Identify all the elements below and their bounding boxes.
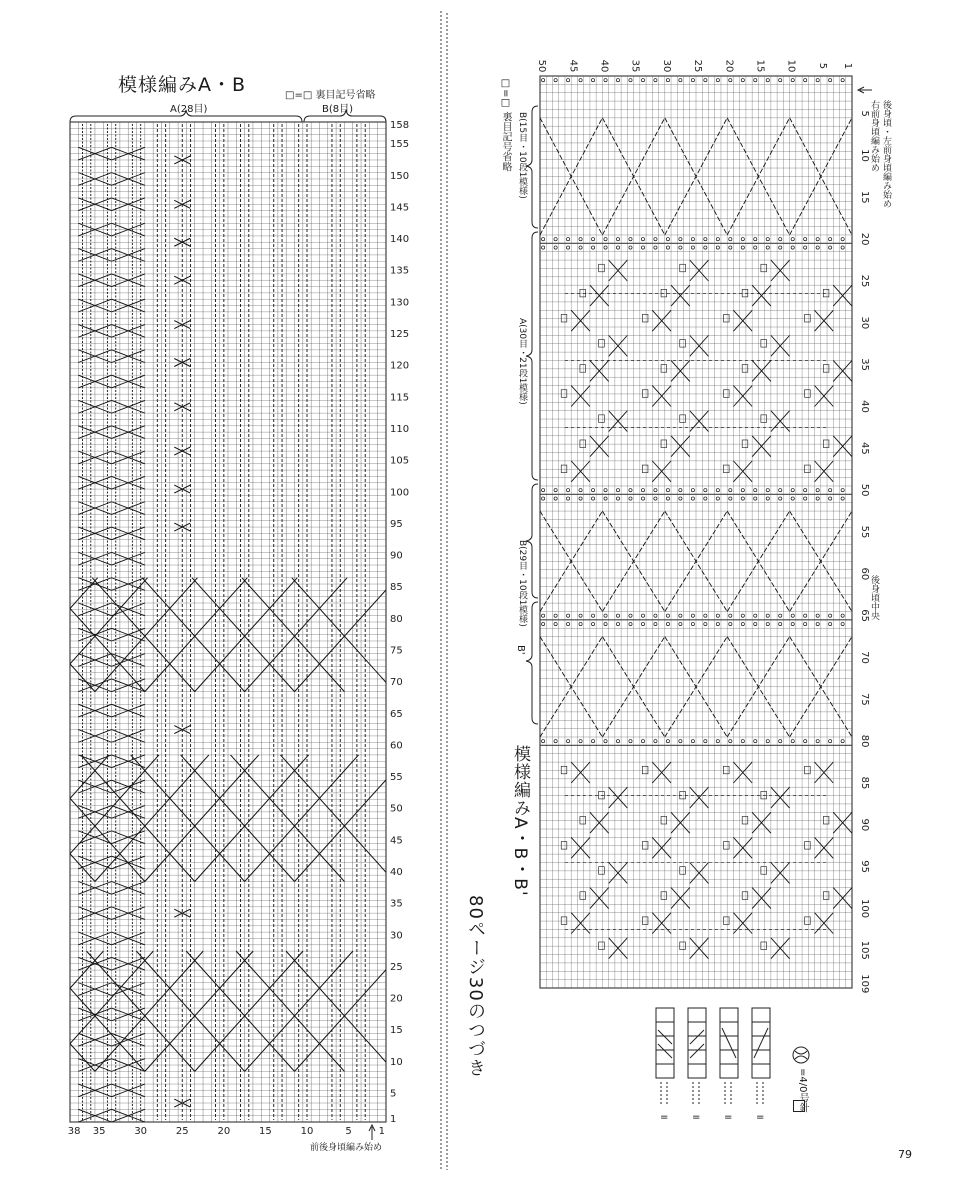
right-side-number: 95 <box>859 860 870 874</box>
right-side-number: 45 <box>859 441 870 455</box>
left-row-label: 70 <box>390 677 403 689</box>
svg-text:=: = <box>756 1112 765 1123</box>
left-row-label: 145 <box>390 202 410 214</box>
right-note-start: 右前身頃編み始め <box>869 100 879 172</box>
left-col-label: 25 <box>175 1126 189 1137</box>
right-top-number: 30 <box>660 59 672 73</box>
left-row-label: 110 <box>390 423 410 435</box>
right-side-number: 70 <box>859 651 870 664</box>
left-row-label: 85 <box>390 582 403 594</box>
legend-symbol-1 <box>656 1008 674 1123</box>
left-section-a-label: A(28目) <box>170 104 208 115</box>
right-side-number: 60 <box>859 567 870 581</box>
right-chart-title: 模様編みA・B・B' <box>510 745 530 897</box>
legend-symbol-4 <box>752 1008 770 1123</box>
svg-text:=: = <box>660 1112 669 1123</box>
left-row-label: 140 <box>390 234 410 246</box>
left-row-label: 50 <box>390 803 403 815</box>
symbol-legend <box>640 1000 800 1140</box>
left-row-label: 75 <box>390 645 403 657</box>
left-row-label: 105 <box>390 455 410 467</box>
right-side-numbers <box>859 110 870 993</box>
right-side-number: 90 <box>859 818 870 832</box>
right-side-number: 80 <box>859 734 870 748</box>
right-side-number: 65 <box>859 609 870 623</box>
right-top-number: 10 <box>785 59 797 73</box>
right-side-number: 85 <box>859 776 870 790</box>
right-top-number: 25 <box>692 59 704 73</box>
left-row-label: 65 <box>390 708 403 720</box>
left-row-label: 45 <box>390 835 403 847</box>
left-col-label: 38 <box>67 1126 81 1137</box>
right-side-number: 15 <box>859 190 870 204</box>
left-col-label: 1 <box>378 1126 386 1137</box>
left-row-label: 150 <box>390 170 410 182</box>
right-side-number: 50 <box>859 483 870 497</box>
left-row-label: 155 <box>390 139 410 151</box>
left-row-label: 25 <box>390 961 403 973</box>
right-top-number: 1 <box>841 62 853 70</box>
left-row-label: 100 <box>390 487 410 499</box>
right-side-number: 20 <box>859 232 870 246</box>
left-row-label: 30 <box>390 930 403 942</box>
right-section-b-prime: B' <box>515 645 526 655</box>
left-row-label: 60 <box>390 740 403 752</box>
right-side-number: 100 <box>859 898 870 919</box>
right-side-number: 30 <box>859 316 870 330</box>
needle-note: =4/0号針 <box>797 1068 808 1113</box>
right-side-number: 25 <box>859 274 870 288</box>
left-row-label: 35 <box>390 898 403 910</box>
right-section-b-mid: B(29目・10段1模様) <box>517 540 527 627</box>
left-col-label: 15 <box>259 1126 272 1137</box>
left-row-label: 90 <box>390 550 403 562</box>
right-section-b-top: B(15目・10段1模様) <box>517 112 527 199</box>
right-top-numbers <box>536 60 853 73</box>
left-chart-title: 模様編みA・B <box>118 74 247 96</box>
right-note-center: 後身頃中央 <box>869 575 879 620</box>
left-row-label: 130 <box>390 297 410 309</box>
left-chart-legend: □=□ 裏目記号省略 <box>285 90 376 101</box>
right-side-number: 105 <box>859 940 870 960</box>
svg-text:=: = <box>692 1112 701 1123</box>
right-side-number: 109 <box>859 974 870 994</box>
right-top-number: 45 <box>567 59 579 73</box>
left-section-b-label: B(8目) <box>322 104 354 115</box>
right-side-number: 35 <box>859 358 870 372</box>
center-caption: 80ページ30のつづき <box>465 895 486 1078</box>
left-col-label: 5 <box>345 1126 352 1137</box>
right-side-number: 75 <box>859 692 870 706</box>
left-row-label: 125 <box>390 329 410 341</box>
left-row-label: 40 <box>390 867 403 878</box>
right-note-start2: 後身頃・左前身頃編み始め <box>881 100 891 208</box>
left-col-label: 35 <box>92 1126 106 1137</box>
left-row-label: 5 <box>390 1088 397 1100</box>
right-top-number: 20 <box>723 59 735 73</box>
right-top-number: 50 <box>536 59 548 73</box>
right-top-number: 5 <box>816 62 828 70</box>
purl-square-icon <box>793 1100 805 1112</box>
left-row-label: 95 <box>390 518 403 530</box>
svg-text:=: = <box>724 1112 733 1123</box>
left-col-label: 20 <box>217 1126 231 1137</box>
left-row-label: 1 <box>390 1113 397 1125</box>
left-row-label: 120 <box>390 360 410 372</box>
right-side-number: 40 <box>859 400 870 413</box>
left-row-label: 80 <box>390 613 403 625</box>
left-row-label: 55 <box>390 772 403 784</box>
left-row-label: 115 <box>390 392 410 404</box>
left-row-label: 20 <box>390 993 403 1005</box>
legend-symbol-3 <box>720 1008 738 1123</box>
left-start-note: 前後身頃編み始め <box>310 1143 383 1153</box>
yarn-ball-icon <box>791 1045 811 1065</box>
left-row-label: 10 <box>390 1056 403 1068</box>
right-section-a: A(30目・21段1模様) <box>517 318 527 405</box>
legend-symbol-2 <box>688 1008 706 1123</box>
right-top-number: 15 <box>754 59 766 73</box>
page-number: 79 <box>898 1148 912 1161</box>
right-top-number: 35 <box>629 59 641 73</box>
right-side-number: 55 <box>859 525 870 539</box>
left-col-label: 30 <box>134 1126 148 1137</box>
left-row-label: 15 <box>390 1025 403 1037</box>
right-top-number: 40 <box>598 59 610 73</box>
right-grid <box>540 76 852 988</box>
left-row-label: 158 <box>390 120 410 132</box>
left-col-label: 10 <box>300 1126 314 1137</box>
right-side-number: 10 <box>859 149 870 162</box>
right-chart-legend: □=□ 裏目記号省略 <box>500 78 511 172</box>
right-side-number: 5 <box>859 110 870 117</box>
left-row-label: 135 <box>390 265 410 277</box>
